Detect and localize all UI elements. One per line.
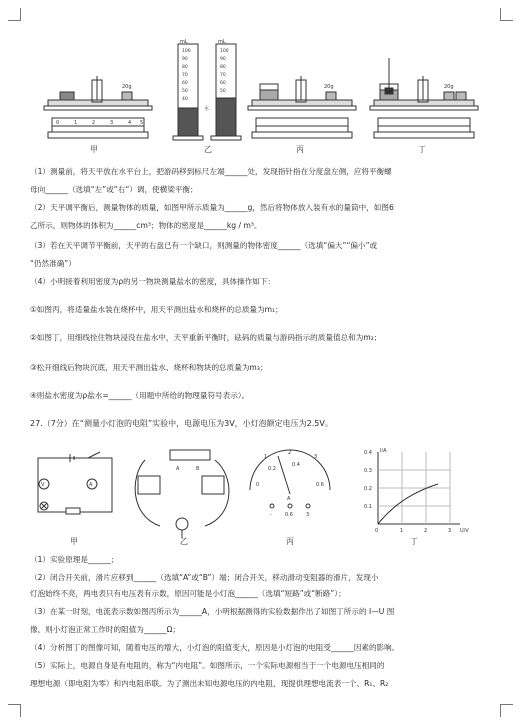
figure2-label-ding: 丁	[410, 537, 418, 546]
slider-terminal-label: B	[196, 466, 200, 472]
scale-tick: 0	[56, 120, 60, 126]
ammeter-terminal: -	[270, 512, 272, 518]
graph-y-tick: 0.2	[364, 486, 372, 492]
graph-x-tick: 2	[424, 528, 428, 534]
step-line: ②如图丁，用细线拴住物块浸没在盐水中，天平重新平衡时，砝码的质量与游码指示的质量值总和为m₂；	[30, 333, 382, 342]
graph-y-tick: 0.1	[364, 504, 372, 510]
question-line: 理想电源（即电阻为零）和内电阻串联。为了测出未知电源电压的内电阻，现提供理想电流表一个、R₁、R₂	[30, 679, 389, 688]
ammeter-tick: 2	[288, 450, 292, 456]
cylinder-ticks	[182, 48, 229, 102]
crop-mark	[500, 704, 513, 717]
ammeter-unit: A	[287, 496, 291, 502]
scale-tick: 3	[110, 120, 114, 126]
graph-y-tick: 0.3	[364, 468, 372, 474]
scale-tick: 5	[140, 120, 144, 126]
balance-jia	[44, 76, 152, 138]
iu-graph-ding	[378, 452, 460, 524]
scale-tick: 4	[128, 120, 132, 126]
ammeter-tick: 0.4	[292, 462, 300, 468]
graph-x-tick: 3	[448, 528, 452, 534]
ammeter-tick: 0	[256, 482, 260, 488]
water-label: 水	[204, 106, 210, 112]
graph-x-tick: 1	[400, 528, 404, 534]
graph-y-label: I/A	[380, 448, 387, 454]
slider-terminal-label: A	[176, 466, 180, 472]
scale-tick: 1	[74, 120, 78, 126]
question-line: 像，则小灯泡正常工作时的阻值为______Ω；	[30, 625, 181, 634]
question-line: 母向______（选填“左”或“右”）调，使横梁平衡；	[30, 185, 198, 194]
circuit-jia	[38, 452, 112, 514]
figure2-label-yi: 乙	[180, 537, 188, 546]
figure-label-jia: 甲	[90, 145, 98, 154]
ammeter-tick: 1	[264, 454, 268, 460]
weight-label: 20g	[444, 84, 454, 90]
cylinder-tick: 50	[182, 89, 188, 94]
cylinder-tick: 90	[182, 57, 188, 62]
cylinder-tick: 70	[220, 73, 226, 78]
figure-balances	[30, 38, 500, 158]
voltmeter-label: V	[41, 482, 45, 488]
graph-y-tick: 0.4	[364, 450, 372, 456]
question-line: 灯泡始终不亮，两电表只有电压表有示数，原因可能是小灯泡______（选填“短路”或“断路”）；	[30, 589, 346, 598]
question-line: 乙所示，则物体的体积为______cm³；物体的密度是______kg / m³。	[30, 221, 262, 230]
question-line: （4）分析图丁的图像可知，随着电压的增大，小灯泡的阻值变大，原因是小灯泡的电阻受______因素的影响。	[30, 643, 400, 652]
question-line: （5）实际上，电源自身是有电阻的，称为“内电阻”。如图所示，一个实际电源相当于一个电源电压相同的	[30, 661, 385, 670]
cylinder-tick: 70	[182, 73, 188, 78]
scale-tick: 2	[92, 120, 96, 126]
crop-mark	[500, 8, 513, 21]
figure2-label-jia: 甲	[70, 537, 78, 546]
cylinder-tick: 90	[220, 57, 226, 62]
figure-circuits	[30, 446, 500, 546]
ammeter-tick: 3	[314, 454, 318, 460]
weight-label: 20g	[324, 84, 334, 90]
ammeter-terminal: 0.6	[285, 512, 293, 518]
ammeter-terminal: 3	[306, 512, 310, 518]
cylinder-tick: 100	[182, 49, 191, 54]
question-line: （1）实验原理是______；	[30, 555, 119, 564]
question-line: （2）闭合开关前，滑片应移到______（选填“A”或“B”）端；闭合开关，移动滑动变阻器的滑片，发现小	[30, 573, 379, 582]
cylinder-tick: 60	[182, 81, 188, 86]
ammeter-tick: 0.2	[268, 466, 276, 472]
cylinder-tick: 40	[182, 97, 188, 102]
figure-label-ding: 丁	[418, 145, 426, 154]
question-line: “仍然准确”）	[30, 259, 76, 268]
cylinder-unit: mL	[218, 39, 226, 45]
question-line: （1）测量前，将天平放在水平台上，把游码移到标尺左端______处，发现指针指在分度盘左侧，应将平衡螺	[30, 167, 392, 176]
question-line: （3）若在天平调节平衡前，天平的右盘已有一个缺口，则测量的物体密度______（选填“偏大”“偏小”或	[30, 241, 378, 250]
weight-label: 20g	[122, 84, 132, 90]
cylinder-unit: mL	[180, 39, 188, 45]
question-line: （2）天平调平衡后，测量物体的质量，如图甲所示质量为______g，然后将物体放入装有水的量筒中，如图6	[30, 203, 394, 212]
cylinder-tick: 80	[220, 65, 226, 70]
question-27-title: 27.（7分）在“测量小灯泡的电阻”实验中，电源电压为3V，小灯泡额定电压为2.5V。	[30, 419, 333, 428]
question-line: （3）在某一时刻，电流表示数如图丙所示为______A，小明根据测得的实验数据作出了如图丁所示的 I—U 图	[30, 607, 395, 616]
cylinder-tick: 60	[220, 81, 226, 86]
crop-mark	[8, 704, 21, 717]
balance-bing	[248, 76, 356, 138]
circuit-yi	[135, 450, 229, 538]
figure-label-bing: 丙	[296, 145, 304, 154]
figure-label-yi: 乙	[204, 145, 212, 154]
cylinder-tick: 50	[220, 89, 226, 94]
balance-ding	[370, 58, 478, 138]
crop-mark	[8, 8, 21, 21]
figure2-label-bing: 丙	[286, 537, 294, 546]
ammeter-label: A	[89, 482, 93, 488]
step-line: ④则盐水密度为ρ盐水=______（用题中所给的物理量符号表示）。	[30, 391, 250, 400]
cylinder-tick: 100	[220, 49, 229, 54]
graph-x-label: U/V	[460, 528, 469, 534]
graph-x-tick: 0	[375, 528, 379, 534]
step-line: ①如图丙，将适量盐水装在烧杯中，用天平测出盐水和烧杯的总质量为m₁；	[30, 305, 283, 314]
step-line: ③松开细线后物块沉底，用天平测出盐水、烧杯和物块的总质量为m₃；	[30, 363, 268, 372]
question-line: （4）小明接着利用密度为ρ的另一物块测量盐水的密度，具体操作如下：	[30, 277, 276, 286]
cylinder-tick: 80	[182, 65, 188, 70]
ammeter-tick: 0.6	[316, 482, 324, 488]
